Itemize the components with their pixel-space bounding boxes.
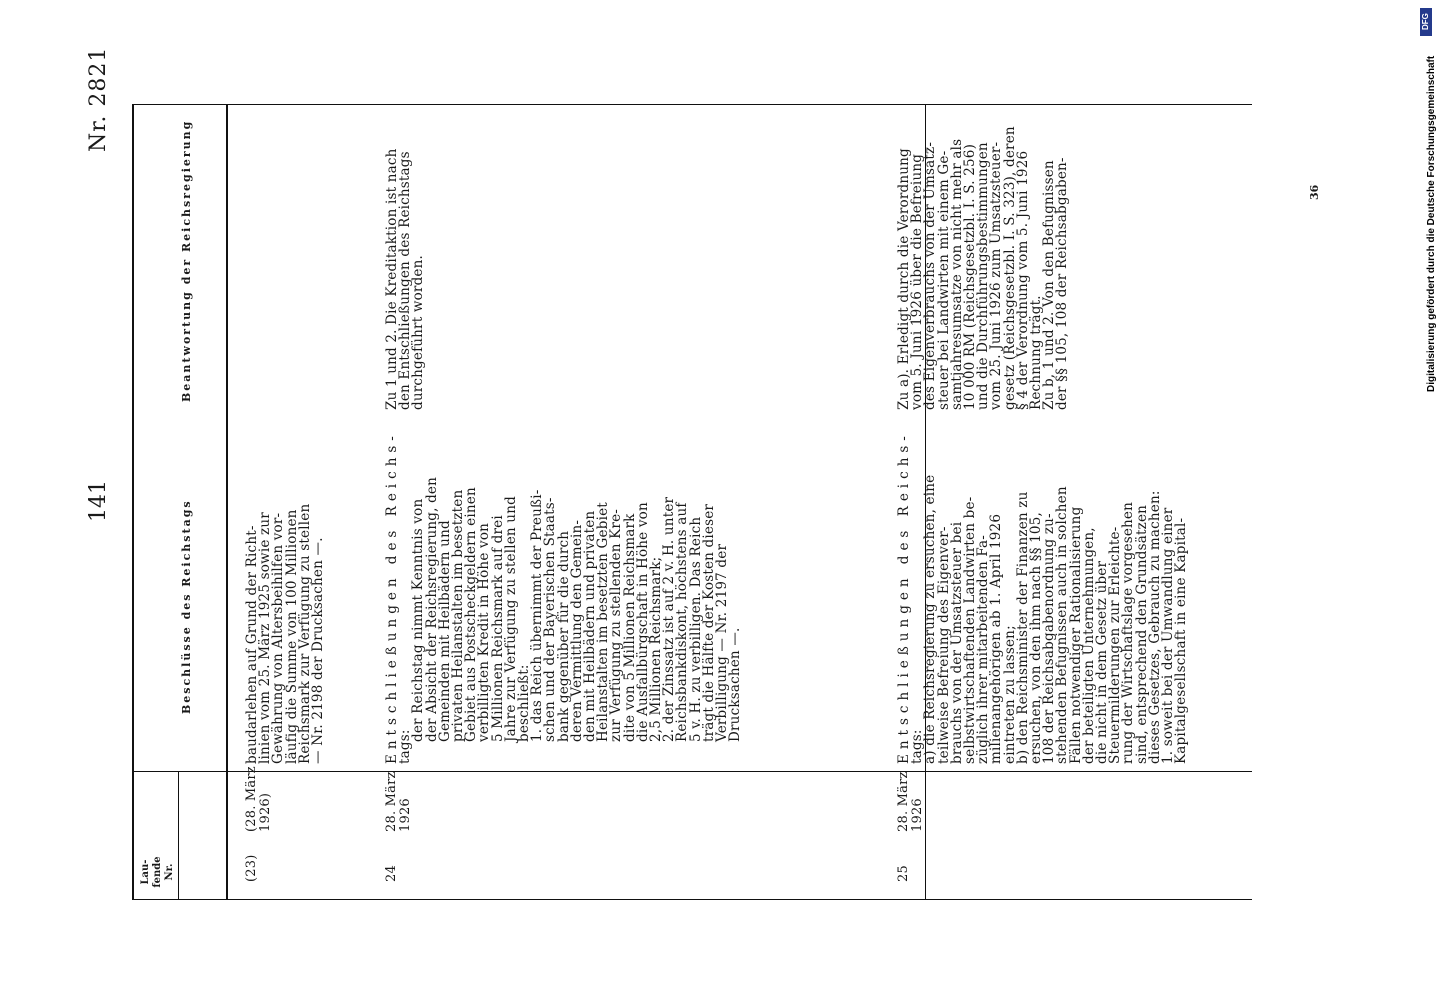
page-number: 141 bbox=[86, 480, 111, 522]
col-rule-1 bbox=[132, 771, 1252, 772]
header-beschluesse: Beschlüsse des Reichstags bbox=[180, 499, 193, 714]
header-lfd-nr: Lau- fende Nr. bbox=[140, 856, 175, 888]
beschluss-line: die Ausfallbürgschaft in Höhe von bbox=[634, 502, 651, 742]
antwort-line: steuer bei Landwirten mit einem Ge- bbox=[935, 150, 952, 410]
beschluss-line: den mit Heilbädern und privaten bbox=[582, 510, 598, 742]
row-date: (28. März bbox=[244, 766, 259, 832]
antwort-line: gesetz (Reichsgesetzbl. I. S. 323), deren bbox=[1001, 126, 1018, 410]
digitization-strip bbox=[1418, 0, 1437, 1000]
beschluss-line: schen und der Bayerischen Staats- bbox=[542, 497, 559, 742]
beschluss-line: Entschließungen des Reichs- bbox=[384, 431, 400, 764]
beschluss-line: der Reichstag nimmt Kenntnis von bbox=[410, 498, 427, 742]
beschluss-line: 5 Millionen Reichsmark auf drei bbox=[489, 515, 506, 742]
beschluss-line: ersuchen, von den ihm nach §§ 105, bbox=[1028, 512, 1044, 764]
beschluss-line: trägt die Hälfte der Kosten dieser bbox=[700, 503, 717, 742]
antwort-line: Zu b, 1 und 2. Von den Befugnissen bbox=[1041, 160, 1058, 410]
beschluss-line: 2,5 Millionen Reichsmark; bbox=[648, 556, 664, 742]
beschluss-line: dieses Gesetzes, Gebrauch zu machen: bbox=[1146, 490, 1163, 764]
antwort-line: 10 000 RM (Reichsgesetzbl. I. S. 256) bbox=[962, 143, 978, 410]
beschluss-line: Steuermilderungen zur Erleichte- bbox=[1107, 526, 1124, 764]
beschluss-line: züglich ihrer mitarbeitenden Fa- bbox=[975, 534, 992, 764]
beschluss-line: dite von 5 Millionen Reichsmark bbox=[621, 513, 638, 742]
row-number: (23) bbox=[244, 854, 259, 882]
row-date: 1926 bbox=[910, 798, 925, 832]
dfg-logo: DFG bbox=[1420, 8, 1432, 36]
beschluss-line: zur Verfügung zu stellenden Kre- bbox=[608, 508, 625, 742]
document-number: Nr. 2821 bbox=[86, 46, 111, 152]
table-rule-header bbox=[226, 105, 228, 900]
beschluss-line: — Nr. 2198 der Drucksachen —. bbox=[310, 537, 326, 764]
beschluss-line: Entschließungen des Reichs- bbox=[896, 431, 912, 764]
antwort-line: samtjahresumsatze von nicht mehr als bbox=[948, 138, 965, 410]
beschluss-line: deren Vermittlung den Gemein- bbox=[568, 519, 585, 742]
antwort-line: der §§ 105, 108 der Reichsabgaben- bbox=[1054, 157, 1071, 410]
beschluss-line: teilweise Befreiung des Eigenver- bbox=[935, 526, 952, 764]
beschluss-line: 108 der Reichsabgabenordnung zu- bbox=[1041, 513, 1058, 764]
row-date: 28. März bbox=[896, 771, 911, 832]
beschluss-line: verbilligten Kredit in Höhe von bbox=[476, 522, 493, 742]
beschluss-line: 1. soweit bei der Umwandlung einer bbox=[1160, 507, 1176, 764]
beschluss-line: Jahre zur Verfügung zu stellen und bbox=[502, 496, 519, 742]
beschluss-line: baudarlehen auf Grund der Richt- bbox=[244, 525, 260, 764]
beschluss-line: Gemeinden mit Heilbädern und bbox=[436, 520, 453, 742]
beschluss-line: der Absicht der Reichsregierung, den bbox=[423, 477, 440, 742]
beschluss-line: 5 v. H. zu verbilligen. Das Reich bbox=[687, 516, 704, 742]
row-date: 1926) bbox=[258, 792, 273, 832]
antwort-line: des Eigenverbrauchs von der Umsatz- bbox=[922, 141, 939, 410]
antwort-line: durchgeführt worden. bbox=[410, 255, 427, 410]
col-rule-left bbox=[132, 899, 1252, 900]
beschluss-line: stehenden Befugnissen auch in solchen bbox=[1054, 486, 1071, 764]
beschluss-line: tags: bbox=[397, 729, 414, 764]
beschluss-line: sind, entsprechend den Grundsätzen bbox=[1133, 504, 1150, 764]
row-date: 1926 bbox=[398, 798, 413, 832]
antwort-line: Zu a). Erledigt durch die Verordnung bbox=[896, 148, 912, 410]
beschluss-line: selbstwirtschaftenden Landwirten be- bbox=[962, 496, 978, 764]
beschluss-line: läufig die Summe von 100 Millionen bbox=[283, 509, 300, 764]
beschluss-line: bank gegenüber für die durch bbox=[555, 530, 572, 742]
row-date: 28. März bbox=[384, 771, 399, 832]
beschluss-line: linien vom 25. März 1925 sowie zur bbox=[257, 512, 274, 764]
beschluss-line: Kapitalgesellschaft in eine Kapital- bbox=[1173, 517, 1190, 764]
row-number: 25 bbox=[896, 865, 911, 882]
beschluss-line: eintreten zu lassen; bbox=[1001, 625, 1018, 764]
beschluss-line: Heilanstalten im besetzten Gebiet bbox=[595, 502, 612, 742]
beschluss-line: a) die Reichsregierung zu ersuchen, eine bbox=[922, 474, 939, 764]
antwort-line: § 4 der Verordnung vom 5. Juni 1926 bbox=[1014, 150, 1031, 410]
antwort-line: Rechnung trägt. bbox=[1028, 295, 1044, 410]
beschluss-line: 2. der Zinssatz ist auf 2 v. H. unter bbox=[661, 496, 678, 742]
col-rule-right bbox=[132, 104, 1252, 105]
beschluss-line: beschließt: bbox=[516, 664, 532, 742]
beschluss-line: die nicht in dem Gesetz über bbox=[1094, 560, 1110, 764]
digitization-note: Digitalisierung gefördert durch die Deutsche Forschungsgemeinschaft bbox=[1426, 55, 1437, 392]
table-rule-top bbox=[132, 105, 134, 900]
beschluss-line: der beteiligten Unternehmungen, bbox=[1080, 527, 1097, 764]
beschluss-line: brauchs von der Umsatzsteuer bei bbox=[948, 521, 965, 764]
col-rule-sub bbox=[178, 772, 179, 900]
beschluss-line: Reichsmark zur Verfügung zu stellen bbox=[296, 503, 313, 764]
antwort-line: Zu 1 und 2. Die Kreditaktion ist nach bbox=[384, 148, 400, 410]
beschluss-line: b) den Reichsminister der Finanzen zu bbox=[1014, 491, 1031, 764]
beschluss-line: 1. das Reich übernimmt der Preußi- bbox=[529, 489, 546, 742]
footer-mark: 36 bbox=[1308, 184, 1321, 200]
beschluss-line: milienangehörigen ab 1. April 1926 bbox=[988, 513, 1005, 764]
beschluss-line: tags: bbox=[909, 729, 926, 764]
beschluss-line: Reichsbankdiskont, höchstens auf bbox=[674, 502, 691, 742]
antwort-line: vom 25. Juni 1926 zum Umsatzsteuer- bbox=[988, 141, 1005, 410]
beschluss-line: Gewährung von Altersbeihilfen vor- bbox=[270, 512, 287, 764]
beschluss-line: Verbilligung — Nr. 2197 der bbox=[714, 543, 730, 742]
beschluss-line: Fällen notwendiger Rationalisierung bbox=[1067, 506, 1084, 764]
row-number: 24 bbox=[384, 865, 399, 882]
antwort-line: den Entschließungen des Reichstags bbox=[397, 151, 414, 410]
antwort-line: und die Durchführungsbestimmungen bbox=[975, 142, 992, 410]
antwort-line: vom 5. Juni 1926 über die Befreiung bbox=[909, 153, 926, 410]
beschluss-line: Gebiet aus Postscheckgeldern einen bbox=[463, 487, 480, 742]
beschluss-line: Drucksachen —. bbox=[727, 627, 744, 742]
beschluss-line: rung der Wirtschaftslage vorgesehen bbox=[1120, 502, 1137, 764]
beschluss-line: privaten Heilanstalten im besetzten bbox=[450, 489, 466, 742]
header-beantwortung: Beantwortung der Reichsregierung bbox=[180, 119, 193, 402]
